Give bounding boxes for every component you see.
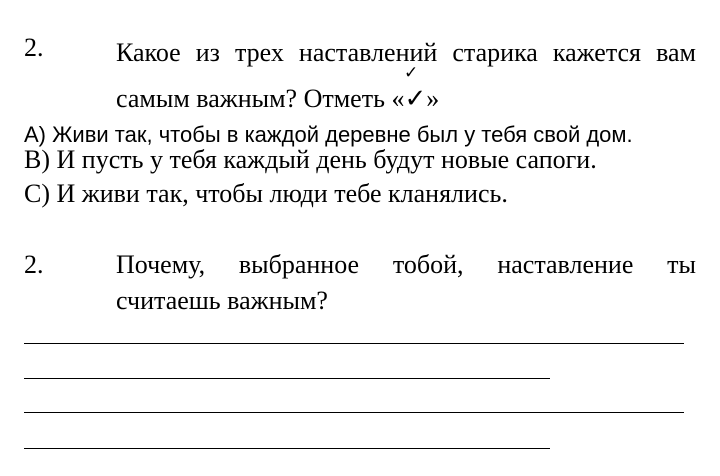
option-a: А) Живи так, чтобы в каждой деревне был у тебя свой дом. <box>24 122 633 147</box>
answer-line-4[interactable] <box>24 448 550 449</box>
answer-line-2[interactable] <box>24 378 550 379</box>
question-1-text: Какое из трех наставлений старика кажется вам самым важным? Отметь «✓» <box>116 38 696 113</box>
option-b: В) И пусть у тебя каждый день будут новые сапоги. <box>24 145 597 174</box>
option-c: С) И живи так, чтобы люди тебе кланялись. <box>24 179 508 208</box>
question-1-number: 2. <box>24 33 44 62</box>
question-2-number: 2. <box>24 250 44 279</box>
answer-options <box>24 118 704 211</box>
answer-line-1[interactable] <box>24 343 684 344</box>
question-2 <box>24 247 696 319</box>
answer-line-3[interactable] <box>24 412 684 413</box>
question-1 <box>24 30 696 113</box>
checkmark-glyph: ✓ <box>404 63 419 83</box>
question-2-text: Почему, выбранное тобой, наставление ты считаешь важным? <box>116 250 696 315</box>
